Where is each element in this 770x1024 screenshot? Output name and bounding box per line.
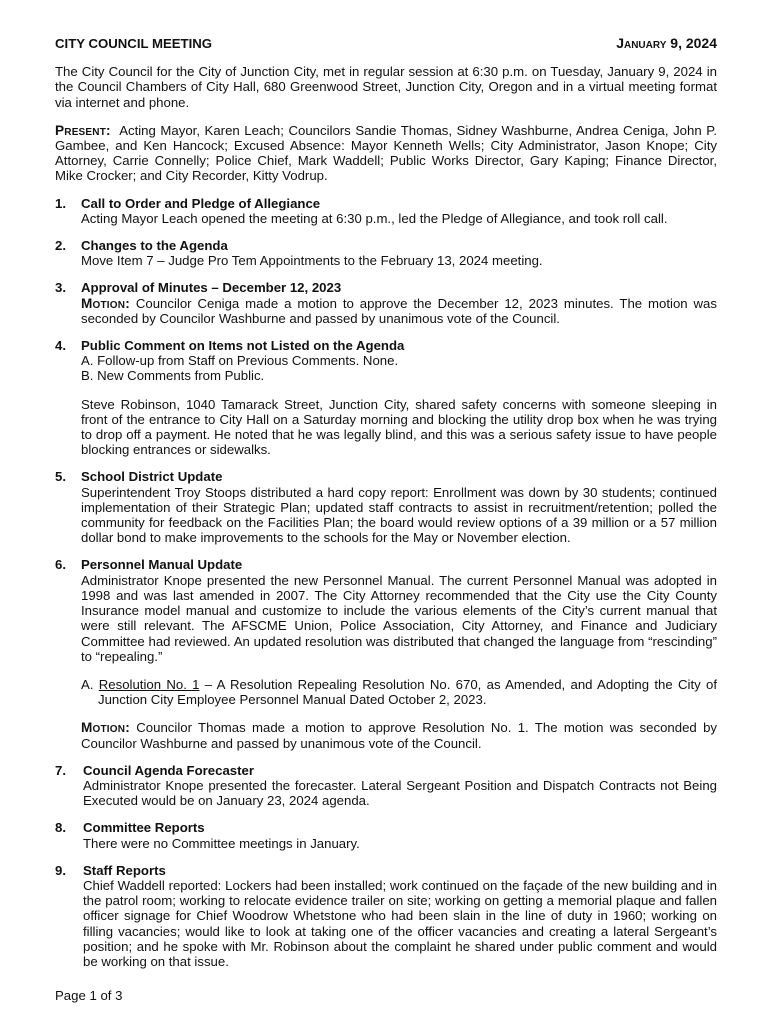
item-number: 1.: [55, 195, 66, 211]
agenda-item-3: [55, 280, 717, 326]
motion-text: Councilor Ceniga made a motion to approve the December 12, 2023 minutes. The motion was seconded by Councilor Washburne and passed by unanimous vote of the Council.: [81, 295, 717, 326]
item-number: 2.: [55, 238, 66, 254]
resolution-text: – A Resolution Repealing Resolution No. 670, as Amended, and Adopting the City of Junction City Employee Personnel Manual Dated October 2, 2023.: [98, 676, 717, 708]
item-text: Move Item 7 – Judge Pro Tem Appointments to the February 13, 2024 meeting.: [81, 253, 543, 269]
motion-paragraph: [81, 720, 717, 750]
item-number: 3.: [55, 280, 66, 296]
item-number: 4.: [55, 338, 66, 354]
resolution-link[interactable]: Resolution No. 1: [98, 676, 200, 692]
item-title: Approval of Minutes – December 12, 2023: [81, 280, 342, 296]
item-number: 7.: [55, 762, 66, 778]
agenda-item-1: [55, 196, 717, 226]
intro-paragraph: The City Council for the City of Junction City, met in regular session at 6:30 p.m. on Tuesday, January 9, 2024 in the Council Chambers of City Hall, 680 Greenwood Street, Junction City, Oregon and in a virtual meeting format via internet and phone.: [55, 64, 717, 110]
present-paragraph: [55, 123, 717, 184]
agenda-item-2: [55, 238, 717, 268]
item-number: 5.: [55, 469, 66, 485]
resolution-line: [81, 677, 717, 707]
meeting-title: CITY COUNCIL MEETING: [55, 36, 213, 51]
item-text: Steve Robinson, 1040 Tamarack Street, Junction City, shared safety concerns with someone sleeping in front of the entrance to City Hall on a Saturday morning and blocking the utility drop box when he was trying to drop off a payment. He noted that he was legally blind, and this was a serious safety issue to have people blocking entrances or sidewalks.: [81, 396, 717, 458]
item-line-b: B. New Comments from Public.: [81, 368, 265, 384]
item-title: Call to Order and Pledge of Allegiance: [81, 195, 321, 211]
item-text: There were no Committee meetings in January.: [83, 835, 360, 851]
item-title: Personnel Manual Update: [81, 557, 243, 573]
agenda-item-6: [55, 557, 717, 750]
agenda-item-7: [55, 763, 717, 809]
item-title: Changes to the Agenda: [81, 238, 228, 254]
meeting-date: January 9, 2024: [616, 35, 717, 51]
item-text: Administrator Knope presented the new Personnel Manual. The current Personnel Manual was adopted in 1998 and was last amended in 2007. The City Attorney recommended that the City use the City County Insurance model manual and customize to include the various elements of the City’s current manual that were still relevant. The AFSCME Union, Police Association, City Attorney, and Finance and Judiciary Committee had reviewed. An updated resolution was distributed that changed the language from “rescinding” to “repealing.”: [81, 572, 717, 664]
page-number: Page 1 of 3: [55, 988, 123, 1003]
item-text: Acting Mayor Leach opened the meeting at 6:30 p.m., led the Pledge of Allegiance, and took roll call.: [81, 210, 668, 226]
header: [55, 36, 717, 51]
agenda-item-4: [55, 338, 717, 457]
item-text: Superintendent Troy Stoops distributed a hard copy report: Enrollment was down by 30 students; continued implementation of their Strategic Plan; updated staff contracts to assist in recruitment/retention; polled the community for feedback on the Facilities Plan; the board would review options of a 39 million or a 57 million dollar bond to make improvements to the schools for the May or November election.: [81, 484, 717, 546]
present-label: Present:: [55, 122, 111, 138]
document-page: [55, 36, 717, 969]
resolution-prefix: A.: [81, 676, 94, 692]
present-text: Acting Mayor, Karen Leach; Councilors Sandie Thomas, Sidney Washburne, Andrea Ceniga, John P. Gambee, and Ken Hancock; Excused Absence: Mayor Kenneth Wells; City Administrator, Jason Knope; City Attorney, Carrie Connelly; Police Chief, Mark Waddell; Public Works Director, Gary Kaping; Finance Director, Mike Crocker; and City Recorder, Kitty Vodrup.: [55, 122, 717, 184]
motion-paragraph: [81, 296, 717, 326]
item-number: 8.: [55, 820, 66, 836]
item-line-a: A. Follow-up from Staff on Previous Comments. None.: [81, 353, 399, 369]
agenda-item-8: [55, 820, 717, 850]
motion-text: Councilor Thomas made a motion to approve Resolution No. 1. The motion was seconded by Councilor Washburne and passed by unanimous vote of the Council.: [81, 720, 717, 751]
motion-label: Motion:: [81, 295, 130, 311]
motion-label: Motion:: [81, 720, 130, 736]
item-number: 6.: [55, 557, 66, 573]
agenda-item-5: [55, 469, 717, 545]
item-number: 9.: [55, 862, 66, 878]
item-title: Staff Reports: [83, 862, 166, 878]
item-title: Council Agenda Forecaster: [83, 762, 254, 778]
item-title: School District Update: [81, 469, 223, 485]
item-title: Committee Reports: [83, 820, 205, 836]
item-text: Chief Waddell reported: Lockers had been installed; work continued on the façade of the new building and in the patrol room; working to relocate evidence trailer on site; working on getting a memorial plaque and fallen officer signage for Chief Woodrow Whetstone who had been slain in the line of duty in 1960; working on filling vacancies; would like to look at taking one of the officer vacancies and creating a lateral Sergeant’s position; and he spoke with Mr. Robinson about the complaint he shared under public comment and would be working on that issue.: [83, 877, 717, 969]
agenda-item-9: [55, 863, 717, 969]
item-text: Administrator Knope presented the forecaster. Lateral Sergeant Position and Dispatch Contracts not Being Executed would be on January 23, 2024 agenda.: [83, 777, 717, 809]
item-title: Public Comment on Items not Listed on the Agenda: [81, 338, 405, 354]
